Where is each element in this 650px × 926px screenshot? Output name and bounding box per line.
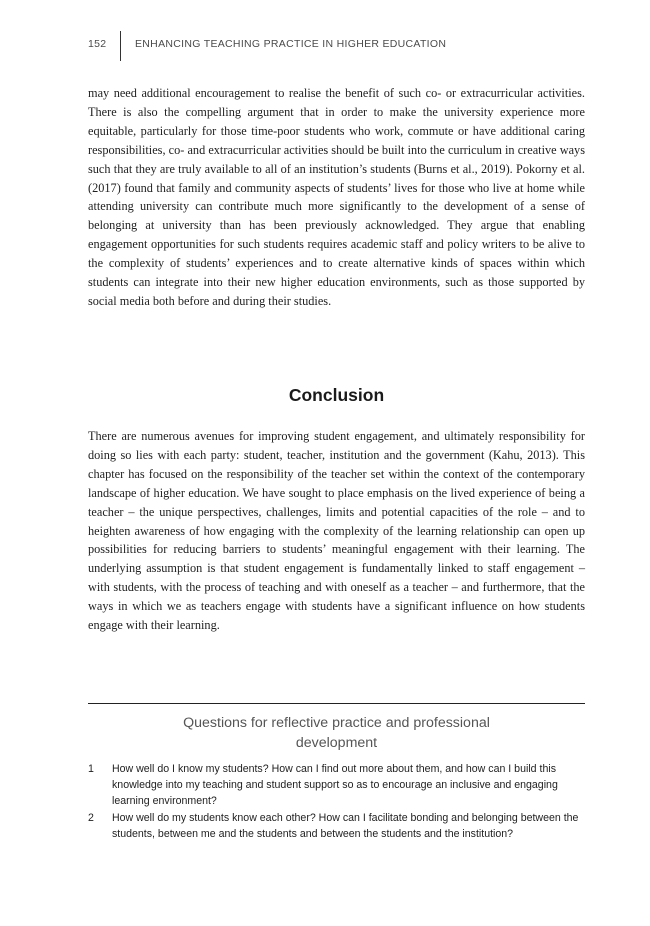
body-paragraph-intro: may need additional encouragement to realise the benefit of such co- or extracurricular activities. There is also the compelling argument that in order to make the university experience more equitable, particularly for those time-poor students who work, commute or have additional caring responsibilities, co- and extracurricular activities should be built into the curriculum in creative ways such that they are truly available to all of an institution’s students (Burns et al., 2019). Pokorny et al. (2017) found that family and community aspects of students’ lives for those who live at home while attending university can contribute much more significantly to the development of a sense of belonging at university than has been previously acknowledged. They argue that enabling engagement opportunities for such students requires academic staff and policy writers to be alive to the complexity of students’ experiences and to create alternative kinds of spaces within which students can integrate into their new higher education environments, such as those supported by social media both before and during their studies.: [88, 86, 585, 308]
page-number: 152: [88, 38, 107, 50]
question-number: 2: [88, 812, 94, 824]
body-paragraph-conclusion: There are numerous avenues for improving student engagement, and ultimately responsibility for doing so lies with each party: student, teacher, institution and the government (Kahu, 2013). This chapter has focused on the responsibility of the teacher set within the context of the contemporary landscape of higher education. We have sought to place emphasis on the lived experience of being a teacher – the unique perspectives, challenges, limits and potential capacities of the role – and to heighten awareness of how engaging with the complexity of the learning relationship can open up possibilities for reducing barriers to students’ meaningful engagement with their learning. The underlying assumption is that student engagement is fundamentally linked to staff engagement – with students, with the process of teaching and with oneself as a teacher – and furthermore, that the ways in which we as teachers engage with students have a significant influence on how students engage with their learning.: [88, 429, 585, 633]
questions-box-title-line-2: development: [295, 735, 378, 751]
running-title: ENHANCING TEACHING PRACTICE IN HIGHER EDUCATION: [135, 38, 447, 50]
question-item: [88, 761, 585, 809]
question-number: 1: [88, 763, 94, 775]
questions-box-title-line-1: Questions for reflective practice and professional: [183, 715, 490, 731]
section-heading-conclusion: Conclusion: [288, 385, 385, 405]
question-item: [88, 810, 585, 842]
running-head: [88, 31, 446, 61]
question-text: How well do my students know each other? How can I facilitate bonding and belonging between the students, between me and the students and between the students and the institution?: [112, 812, 579, 840]
question-text: How well do I know my students? How can I find out more about them, and how can I build this knowledge into my teaching and student support so as to encourage an inclusive and engaging learning environment?: [112, 763, 558, 807]
questions-box-top-rule: [88, 703, 585, 704]
questions-box-title: [88, 713, 585, 753]
header-divider: [120, 31, 121, 61]
questions-list: [88, 761, 585, 843]
